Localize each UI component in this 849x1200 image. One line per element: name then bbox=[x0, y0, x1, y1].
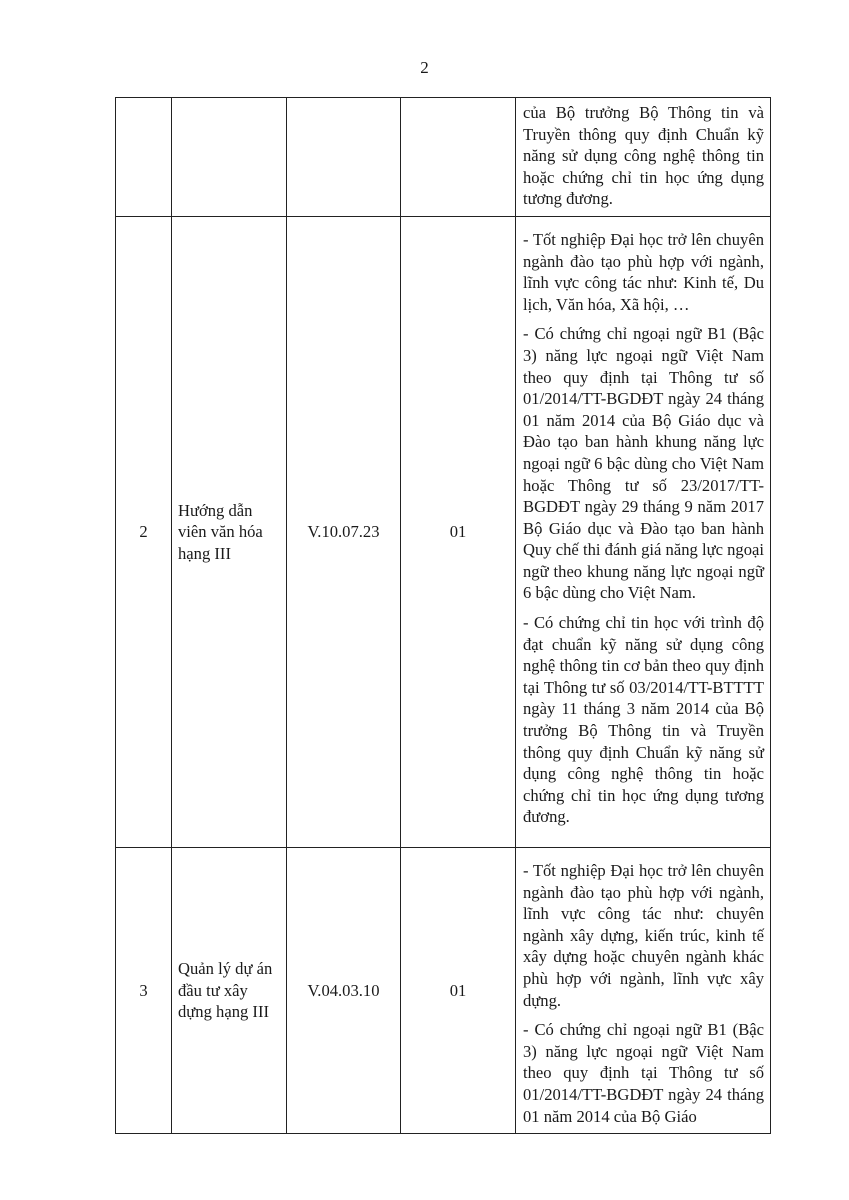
requirement-paragraph: - Có chứng chỉ ngoại ngữ B1 (Bậc 3) năng lực ngoại ngữ Việt Nam theo quy định tại Thông tư số 01/2014/TT-BGDĐT ngày 24 tháng 01 năm 2014 của Bộ Giáo dục và Đào tạo ban hành khung năng lực ngoại ngữ 6 bậc dùng cho Việt Nam hoặc Thông tư số 23/2017/TT-BGDĐT ngày 29 tháng 9 năm 2017 Bộ Giáo dục và Đào tạo ban hành Quy chế thi đánh giá năng lực ngoại ngữ theo khung năng lực ngoại ngữ 6 bậc dùng cho Việt Nam. bbox=[523, 324, 764, 603]
position-title-cell: Quản lý dự án đầu tư xây dựng hạng III bbox=[172, 847, 287, 1133]
recruitment-table bbox=[115, 97, 771, 1134]
table-row bbox=[116, 847, 771, 1133]
quantity-cell bbox=[401, 98, 516, 217]
table-row bbox=[116, 216, 771, 847]
requirement-paragraph: - Có chứng chỉ ngoại ngữ B1 (Bậc 3) năng lực ngoại ngữ Việt Nam theo quy định tại Thông tư số 01/2014/TT-BGDĐT ngày 24 tháng 01 năm 2014 của Bộ Giáo bbox=[523, 1020, 764, 1126]
requirement-paragraph: - Tốt nghiệp Đại học trở lên chuyên ngành đào tạo phù hợp với ngành, lĩnh vực công tác như: chuyên ngành xây dựng, kiến trúc, kinh tế xây dựng hoặc chuyên ngành khác phù hợp với ngành, lĩnh vực xây dựng. bbox=[523, 860, 764, 1010]
table-row bbox=[116, 98, 771, 217]
requirements-cell bbox=[516, 216, 771, 847]
position-code-cell bbox=[287, 98, 401, 217]
requirements-cell bbox=[516, 847, 771, 1133]
requirement-paragraph: - Có chứng chỉ tin học với trình độ đạt chuẩn kỹ năng sử dụng công nghệ thông tin cơ bản theo quy định tại Thông tư số 03/2014/TT-BTTTT ngày 11 tháng 3 năm 2014 của Bộ trưởng Bộ Thông tin và Truyền thông quy định Chuẩn kỹ năng sử dụng công nghệ thông tin hoặc chứng chỉ tin học ứng dụng tương đương. bbox=[523, 613, 764, 827]
row-number-cell: 3 bbox=[116, 847, 172, 1133]
requirement-paragraph: - Tốt nghiệp Đại học trở lên chuyên ngành đào tạo phù hợp với ngành, lĩnh vực công tác như: Kinh tế, Du lịch, Văn hóa, Xã hội, … bbox=[523, 229, 764, 314]
page-number: 2 bbox=[420, 58, 429, 77]
quantity-cell: 01 bbox=[401, 216, 516, 847]
requirement-paragraph: của Bộ trưởng Bộ Thông tin và Truyền thông quy định Chuẩn kỹ năng sử dụng công nghệ thông tin hoặc chứng chỉ tin học ứng dụng tương đương. bbox=[523, 103, 764, 209]
position-code-cell: V.10.07.23 bbox=[287, 216, 401, 847]
row-number-cell: 2 bbox=[116, 216, 172, 847]
position-title-cell: Hướng dẫn viên văn hóa hạng III bbox=[172, 216, 287, 847]
position-title-cell bbox=[172, 98, 287, 217]
position-code-cell: V.04.03.10 bbox=[287, 847, 401, 1133]
quantity-cell: 01 bbox=[401, 847, 516, 1133]
requirements-cell bbox=[516, 98, 771, 217]
row-number-cell bbox=[116, 98, 172, 217]
